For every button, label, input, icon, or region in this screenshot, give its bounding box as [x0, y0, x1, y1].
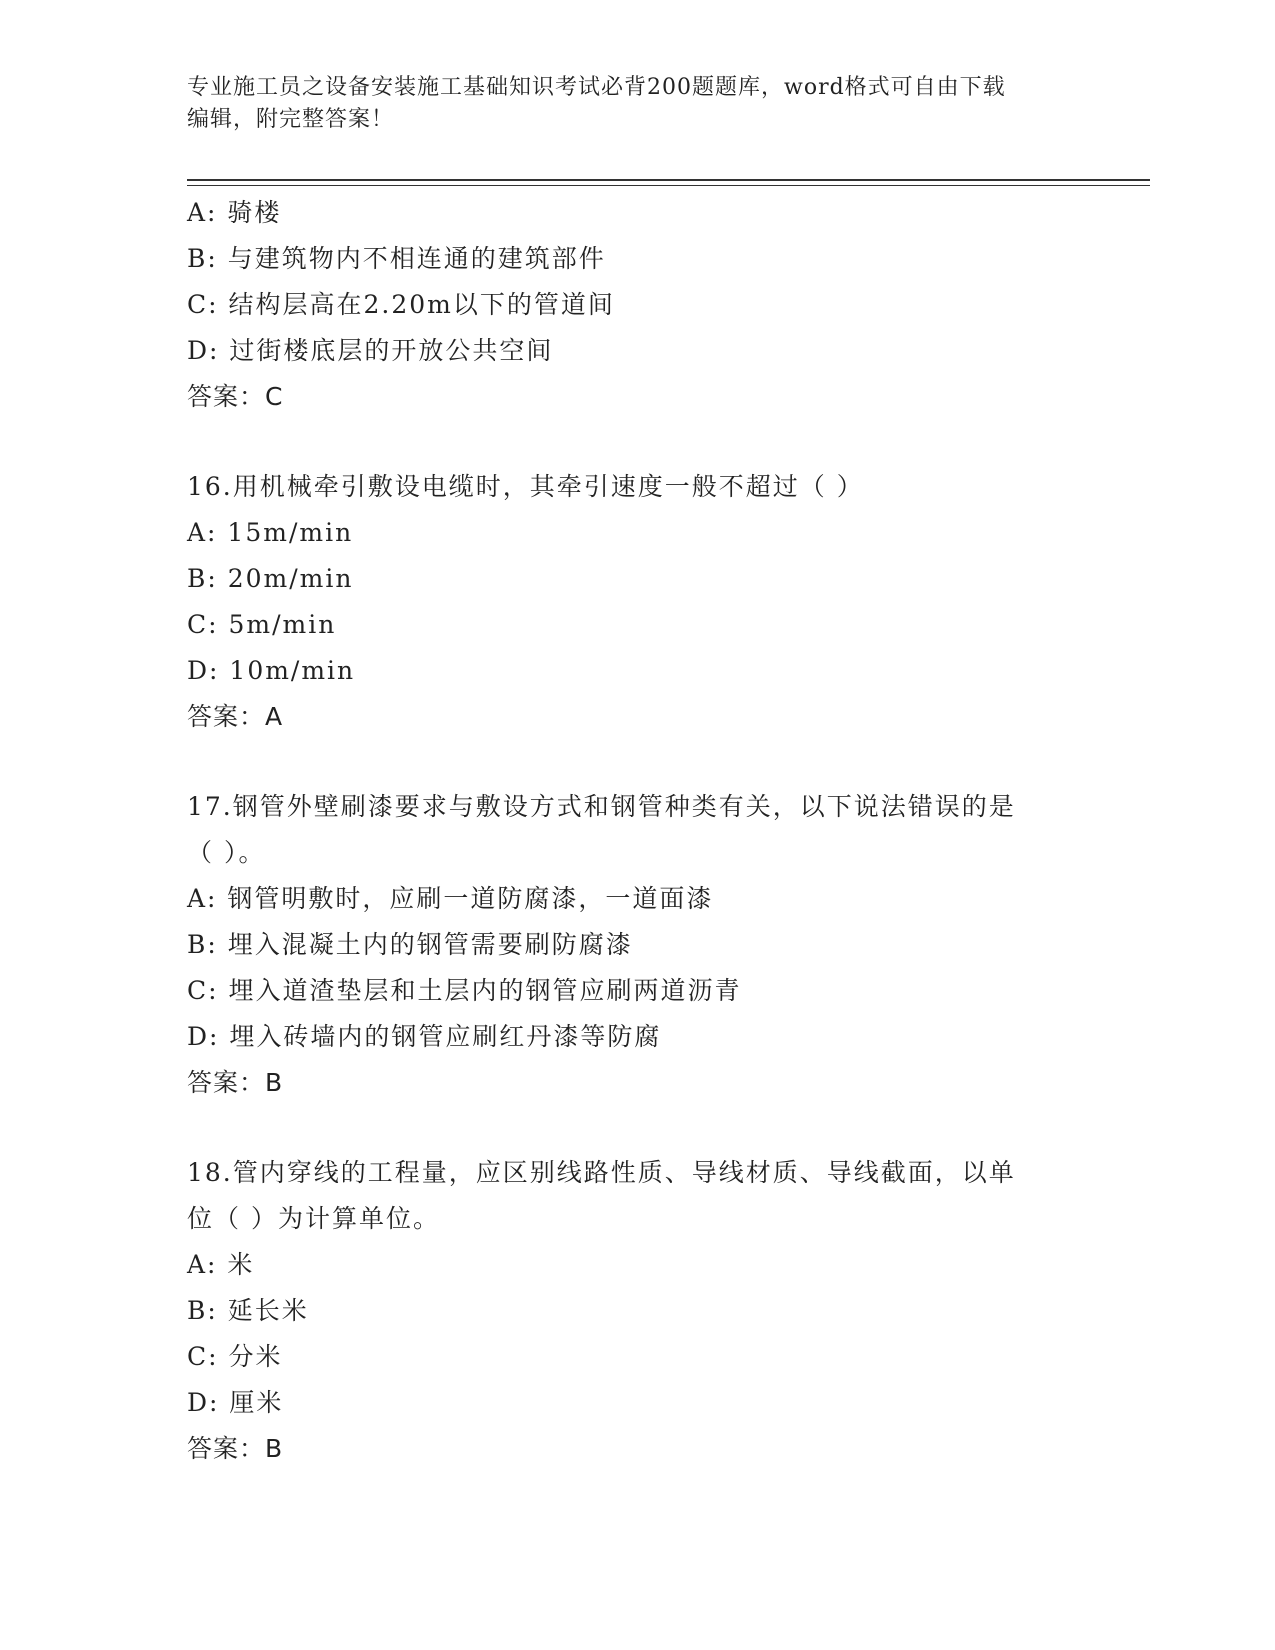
question-15: [187, 190, 1087, 420]
question-17: [187, 784, 1087, 1106]
question-stem-line-2: 位（ ）为计算单位。: [187, 1204, 440, 1233]
option-a: A: 钢管明敷时，应刷一道防腐漆，一道面漆: [187, 884, 714, 913]
option-c: C: 分米: [187, 1342, 283, 1371]
answer-label: 答案：C: [187, 382, 284, 411]
question-list: [187, 190, 1087, 1472]
option-d: D: 10m/min: [187, 656, 356, 685]
question-16: [187, 464, 1087, 740]
option-c: C: 结构层高在2.20m以下的管道间: [187, 290, 615, 319]
option-d: D: 厘米: [187, 1388, 284, 1417]
question-stem-line-1: 17.钢管外壁刷漆要求与敷设方式和钢管种类有关，以下说法错误的是: [187, 792, 1016, 821]
option-b: B: 埋入混凝土内的钢管需要刷防腐漆: [187, 930, 633, 959]
header-divider-thin: [187, 185, 1150, 186]
option-d: D: 过街楼底层的开放公共空间: [187, 336, 554, 365]
question-18: [187, 1150, 1087, 1472]
option-b: B: 延长米: [187, 1296, 309, 1325]
question-stem-line-2: （ ）。: [187, 838, 266, 867]
document-header: [187, 72, 1087, 136]
answer-label: 答案：A: [187, 702, 284, 731]
option-d: D: 埋入砖墙内的钢管应刷红丹漆等防腐: [187, 1022, 662, 1051]
option-c: C: 5m/min: [187, 610, 337, 639]
option-c: C: 埋入道渣垫层和土层内的钢管应刷两道沥青: [187, 976, 742, 1005]
option-b: B: 与建筑物内不相连通的建筑部件: [187, 244, 606, 273]
option-a: A: 米: [187, 1250, 255, 1279]
header-divider-thick: [187, 179, 1150, 181]
question-stem-line-1: 18.管内穿线的工程量，应区别线路性质、导线材质、导线截面，以单: [187, 1158, 1016, 1187]
header-title-line-1: 专业施工员之设备安装施工基础知识考试必背200题题库，word格式可自由下载: [187, 75, 1006, 100]
answer-label: 答案：B: [187, 1434, 284, 1463]
answer-label: 答案：B: [187, 1068, 284, 1097]
option-a: A: 骑楼: [187, 198, 282, 227]
question-stem: 16.用机械牵引敷设电缆时，其牵引速度一般不超过（ ）: [187, 472, 864, 501]
option-a: A: 15m/min: [187, 518, 354, 547]
option-b: B: 20m/min: [187, 564, 354, 593]
header-title-line-2: 编辑，附完整答案！: [187, 107, 395, 132]
